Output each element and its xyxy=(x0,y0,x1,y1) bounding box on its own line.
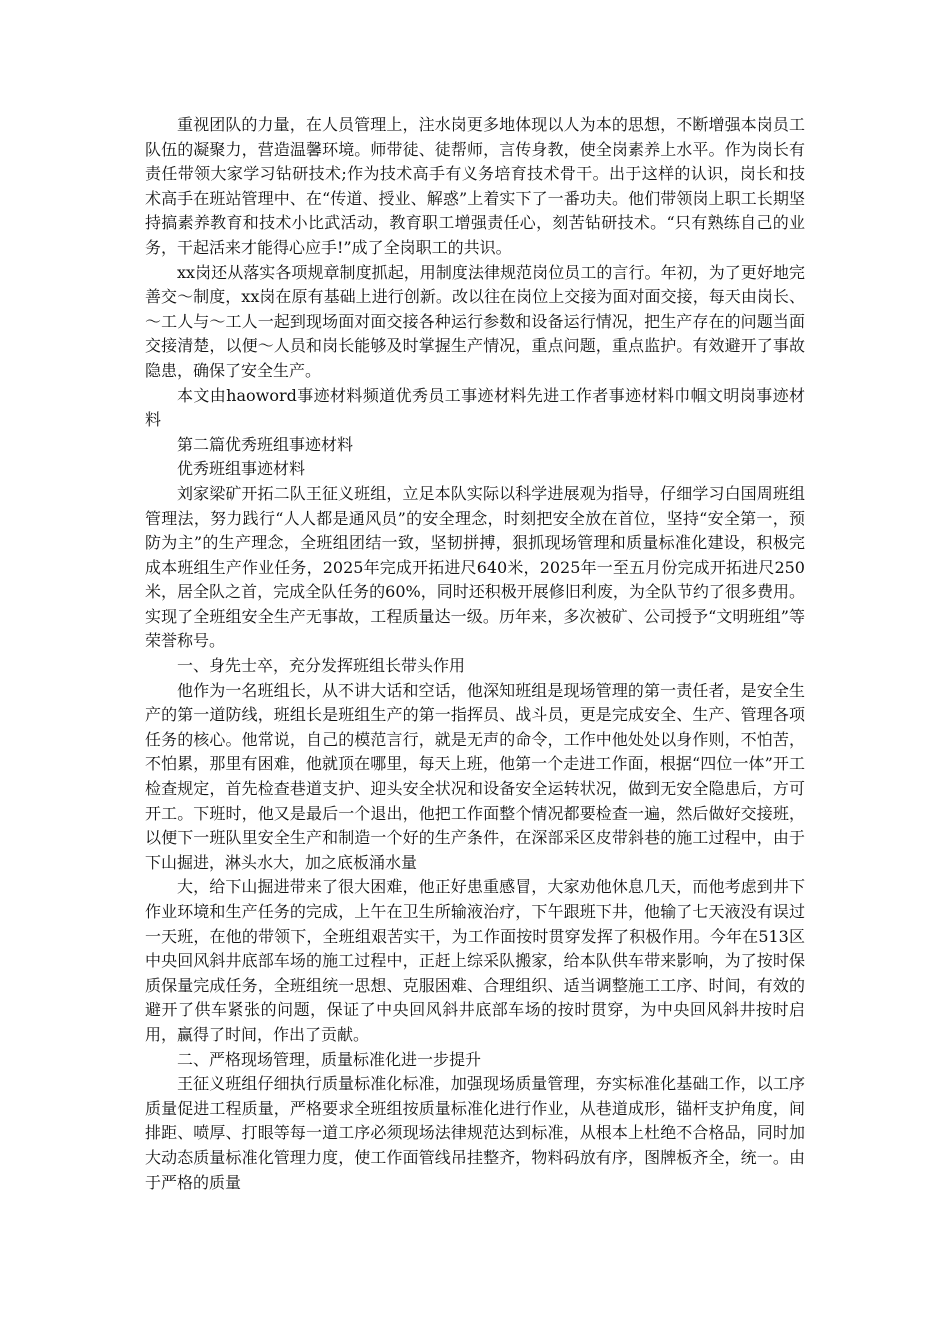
paragraph: 本文由haoword事迹材料频道优秀员工事迹材料先进工作者事迹材料巾帼文明岗事迹材料 xyxy=(145,385,805,430)
section-heading: 一、身先士卒，充分发挥班组长带头作用 xyxy=(177,656,466,676)
paragraph: 王征义班组仔细执行质量标准化标准，加强现场质量管理，夯实标准化基础工作，以工序质量促进工程质量，严格要求全班组按质量标准化进行作业，从巷道成形，锚杆支护角度，间排距、喷厚、打眼等每一道工序必须现场法律规范达到标准，从根本上杜绝不合格品，同时加大动态质量标准化管理力度，使工作面管线吊挂整齐，物料码放有序，图牌板齐全，统一。由于严格的质量 xyxy=(145,1074,805,1192)
paragraph: 他作为一名班组长，从不讲大话和空话，他深知班组是现场管理的第一责任者，是安全生产的第一道防线，班组长是班组生产的第一指挥员、战斗员，更是完成安全、生产、管理各项任务的核心。他常说，自己的模范言行，就是无声的命令，工作中他处处以身作则，不怕苦，不怕累，那里有困难，他就顶在哪里，每天上班，他第一个走进工作面，根据“四位一体”开工检查规定，首先检查巷道支护、迎头安全状况和设备安全运转状况，做到无安全隐患后，方可开工。下班时，他又是最后一个退出，他把工作面整个情况都要检查一遍，然后做好交接班，以便下一班队里安全生产和制造一个好的生产条件，在深部采区皮带斜巷的施工过程中，由于下山掘进，淋头水大，加之底板涌水量 xyxy=(145,680,805,872)
article-title: 优秀班组事迹材料 xyxy=(177,459,306,479)
paragraph: 大，给下山掘进带来了很大困难，他正好患重感冒，大家劝他休息几天，而他考虑到井下作业环境和生产任务的完成，上午在卫生所输液治疗，下午跟班下井，他输了七天液没有误过一天班，在他的带领下，全班组艰苦实干，为工作面按时贯穿发挥了积极作用。今年在513区中央回风斜井底部车场的施工过程中，正赶上综采队搬家，给本队供车带来影响，为了按时保质保量完成任务，全班组统一思想、克服困难、合理组织、适当调整施工工序、时间，有效的避开了供车紧张的问题，保证了中央回风斜井底部车场的按时贯穿，为中央回风斜井按时启用，赢得了时间，作出了贡献。 xyxy=(145,877,805,1044)
document-body xyxy=(145,113,805,1195)
paragraph: xx岗还从落实各项规章制度抓起，用制度法律规范岗位员工的言行。年初，为了更好地完善交～制度，xx岗在原有基础上进行创新。改以往在岗位上交接为面对面交接，每天由岗长、～工人与～工人一起到现场面对面交接各种运行参数和设备运行情况，把生产存在的问题当面交接清楚，以便～人员和岗长能够及时掌握生产情况，重点问题，重点监护。有效避开了事故隐患，确保了安全生产。 xyxy=(145,262,805,380)
section-heading: 二、严格现场管理，质量标准化进一步提升 xyxy=(177,1049,482,1069)
paragraph: 刘家梁矿开拓二队王征义班组，立足本队实际以科学进展观为指导，仔细学习白国周班组管理法，努力践行“人人都是通风员”的安全理念，时刻把安全放在首位，坚持“安全第一，预防为主”的生产理念，全班组团结一致，坚韧拼搏，狠抓现场管理和质量标准化建设，积极完成本班组生产作业任务，2025年完成开拓进尺640米，2025年一至五月份完成开拓进尺250米，居全队之首，完成全队任务的60%，同时还积极开展修旧利废，为全队节约了很多费用。实现了全班组安全生产无事故，工程质量达一级。历年来，多次被矿、公司授予“文明班组”等荣誉称号。 xyxy=(145,483,805,651)
paragraph: 重视团队的力量，在人员管理上，注水岗更多地体现以人为本的思想，不断增强本岗员工队伍的凝聚力，营造温馨环境。师带徒、徒帮师，言传身教，使全岗素养上水平。作为岗长有责任带领大家学习钻研技术;作为技术高手有义务培育技术骨干。出于这样的认识，岗长和技术高手在班站管理中、在“传道、授业、解惑”上着实下了一番功夫。他们带领岗上职工长期坚持搞素养教育和技术小比武活动，教育职工增强责任心，刻苦钻研技术。“只有熟练自己的业务，干起活来才能得心应手!”成了全岗职工的共识。 xyxy=(145,115,805,257)
section-title: 第二篇优秀班组事迹材料 xyxy=(177,434,354,454)
